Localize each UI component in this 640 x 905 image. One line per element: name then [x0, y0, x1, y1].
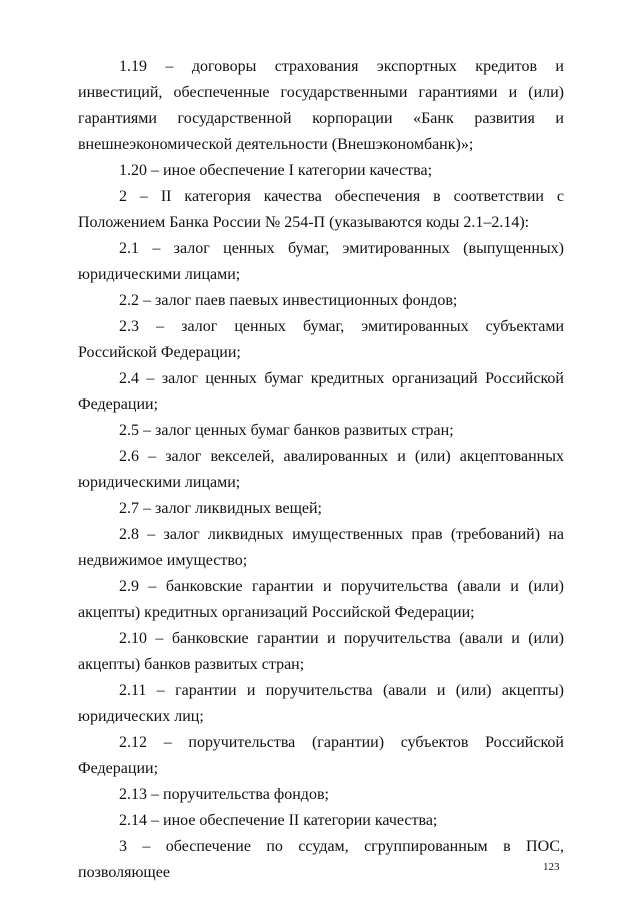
paragraph-2-6: 2.6 – залог векселей, авалированных и (или) акцептованных юридическими лицами; [78, 448, 564, 491]
paragraph-2-9: 2.9 – банковские гарантии и поручительства (авали и (или) акцепты) кредитных организаций Российской Федерации; [78, 578, 564, 621]
document-body [78, 54, 564, 886]
paragraph-2-14: 2.14 – иное обеспечение II категории качества; [119, 812, 438, 829]
paragraph-2-11: 2.11 – гарантии и поручительства (авали и (или) акцепты) юридических лиц; [78, 682, 564, 725]
paragraph-category-3: 3 – обеспечение по ссудам, сгруппированным в ПОС, позволяющее [78, 838, 564, 881]
paragraph-2-8: 2.8 – залог ликвидных имущественных прав (требований) на недвижимое имущество; [78, 526, 564, 569]
paragraph-2-2: 2.2 – залог паев паевых инвестиционных фондов; [119, 292, 458, 309]
paragraph-1-20: 1.20 – иное обеспечение I категории качества; [119, 162, 433, 179]
paragraph-1-19: 1.19 – договоры страхования экспортных кредитов и инвестиций, обеспеченные государственными гарантиями и (или) гарантиями государственной корпорации «Банк развития и внешнеэкономической деятельности (Внешэкономбанк)»; [78, 58, 564, 153]
paragraph-2-4: 2.4 – залог ценных бумаг кредитных организаций Российской Федерации; [78, 370, 564, 413]
paragraph-2-3: 2.3 – залог ценных бумаг, эмитированных субъектами Российской Федерации; [78, 318, 564, 361]
paragraph-category-2: 2 – II категория качества обеспечения в соответствии с Положением Банка России № 254-П (указываются коды 2.1–2.14): [78, 188, 564, 231]
paragraph-2-7: 2.7 – залог ликвидных вещей; [119, 500, 322, 517]
paragraph-2-13: 2.13 – поручительства фондов; [119, 786, 329, 803]
paragraph-2-10: 2.10 – банковские гарантии и поручительства (авали и (или) акцепты) банков развитых стран; [78, 630, 564, 673]
paragraph-2-12: 2.12 – поручительства (гарантии) субъектов Российской Федерации; [78, 734, 564, 777]
paragraph-2-5: 2.5 – залог ценных бумаг банков развитых стран; [119, 422, 454, 439]
page-number: 123 [543, 861, 560, 873]
paragraph-2-1: 2.1 – залог ценных бумаг, эмитированных (выпущенных) юридическими лицами; [78, 240, 564, 283]
